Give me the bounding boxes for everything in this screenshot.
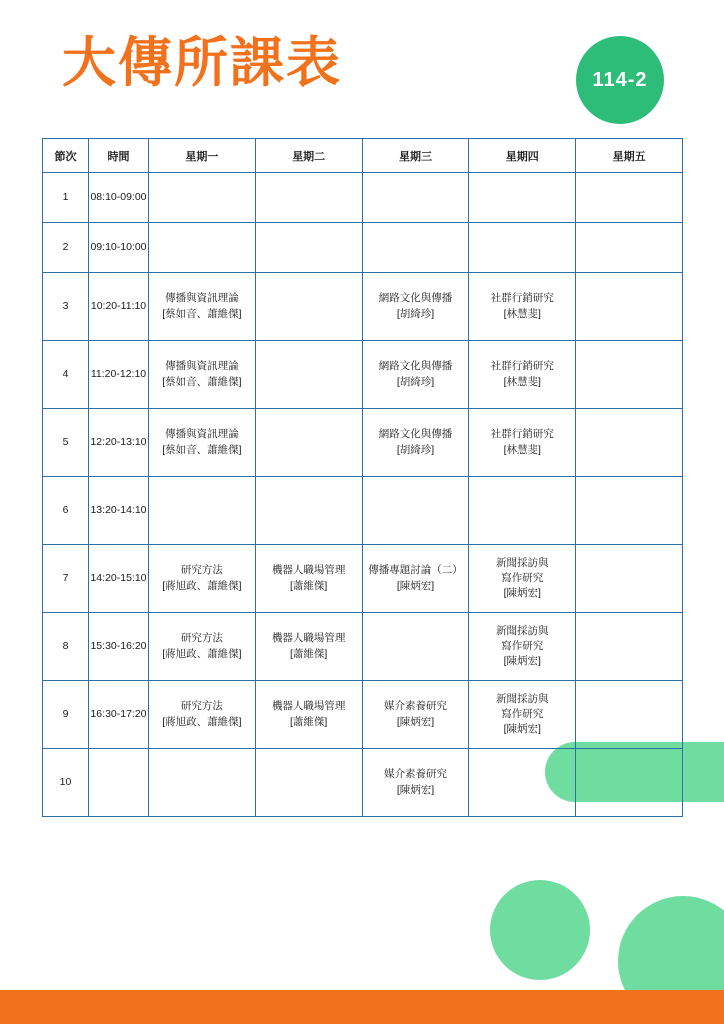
- cell-course-tuesday: [255, 477, 362, 545]
- column-header-thursday: 星期四: [469, 139, 576, 173]
- cell-course-friday: [576, 409, 683, 477]
- cell-course-thursday: [469, 223, 576, 273]
- cell-course-tuesday: [255, 173, 362, 223]
- cell-time: 12:20-13:10: [89, 409, 149, 477]
- cell-course-thursday: [469, 341, 576, 409]
- cell-period: 4: [43, 341, 89, 409]
- course-teacher: [陳炳宏]: [503, 655, 541, 668]
- course-name: 研究方法: [180, 700, 223, 713]
- course-teacher: [陳炳宏]: [503, 723, 541, 736]
- cell-course-monday: [149, 341, 256, 409]
- column-header-wednesday: 星期三: [362, 139, 469, 173]
- cell-course-monday: [149, 613, 256, 681]
- cell-course-friday: [576, 173, 683, 223]
- cell-course-friday: [576, 545, 683, 613]
- cell-course-friday: [576, 749, 683, 817]
- course-name: 傳播與資訊理論: [165, 360, 239, 373]
- cell-period: 9: [43, 681, 89, 749]
- cell-period: 5: [43, 409, 89, 477]
- cell-time: 11:20-12:10: [89, 341, 149, 409]
- cell-course-monday: [149, 681, 256, 749]
- course-name: 傳播專題討論（二）: [368, 564, 463, 577]
- cell-course-friday: [576, 477, 683, 545]
- cell-course-thursday: [469, 173, 576, 223]
- table-row: [43, 477, 683, 545]
- course-teacher: [蕭維傑]: [290, 715, 328, 728]
- schedule-table-container: [42, 138, 682, 817]
- page-header: [0, 0, 724, 130]
- cell-time: 15:30-16:20: [89, 613, 149, 681]
- schedule-table: [42, 138, 683, 817]
- cell-course-monday: [149, 409, 256, 477]
- course-name: 機器人職場管理: [271, 564, 346, 577]
- course-name: 研究方法: [180, 632, 223, 645]
- course-teacher: [林慧斐]: [503, 375, 541, 388]
- course-name: 寫作研究: [501, 639, 544, 652]
- course-name: 社群行銷研究: [490, 292, 554, 305]
- table-row: [43, 613, 683, 681]
- table-row: [43, 545, 683, 613]
- course-name: 媒介素養研究: [383, 700, 447, 713]
- cell-time: [89, 749, 149, 817]
- schedule-table-body: [43, 173, 683, 817]
- cell-course-monday: [149, 173, 256, 223]
- bottom-accent-bar: [0, 990, 724, 1024]
- cell-course-friday: [576, 613, 683, 681]
- cell-course-wednesday: [362, 273, 469, 341]
- cell-course-friday: [576, 681, 683, 749]
- cell-course-wednesday: [362, 545, 469, 613]
- course-name: 傳播與資訊理論: [165, 292, 239, 305]
- course-name: 新聞採訪與: [496, 692, 549, 705]
- cell-period: 7: [43, 545, 89, 613]
- course-name: 傳播與資訊理論: [165, 428, 239, 441]
- cell-course-monday: [149, 223, 256, 273]
- course-name: 研究方法: [180, 564, 223, 577]
- course-teacher: [林慧斐]: [503, 307, 541, 320]
- cell-course-thursday: [469, 409, 576, 477]
- cell-course-wednesday: [362, 681, 469, 749]
- cell-course-thursday: [469, 681, 576, 749]
- table-row: [43, 223, 683, 273]
- cell-time: 14:20-15:10: [89, 545, 149, 613]
- cell-course-tuesday: [255, 681, 362, 749]
- table-row: [43, 681, 683, 749]
- course-name: 寫作研究: [501, 571, 544, 584]
- cell-course-tuesday: [255, 749, 362, 817]
- cell-course-tuesday: [255, 273, 362, 341]
- course-name: 社群行銷研究: [490, 360, 554, 373]
- cell-course-tuesday: [255, 223, 362, 273]
- table-row: [43, 749, 683, 817]
- cell-course-wednesday: [362, 477, 469, 545]
- cell-course-wednesday: [362, 341, 469, 409]
- cell-course-tuesday: [255, 545, 362, 613]
- table-header-row: [43, 139, 683, 173]
- course-name: 新聞採訪與: [496, 556, 549, 569]
- cell-course-wednesday: [362, 749, 469, 817]
- course-name: 社群行銷研究: [490, 428, 554, 441]
- course-name: 網路文化與傳播: [378, 292, 453, 305]
- table-row: [43, 273, 683, 341]
- course-name: 機器人職場管理: [271, 700, 346, 713]
- column-header-friday: 星期五: [576, 139, 683, 173]
- course-teacher: [胡綺珍]: [396, 443, 435, 456]
- course-teacher: [蕭維傑]: [290, 579, 328, 592]
- table-row: [43, 173, 683, 223]
- table-row: [43, 409, 683, 477]
- column-header-time: 時間: [89, 139, 149, 173]
- cell-time: 16:30-17:20: [89, 681, 149, 749]
- cell-course-friday: [576, 273, 683, 341]
- cell-period: 8: [43, 613, 89, 681]
- course-name: 媒介素養研究: [383, 768, 447, 781]
- course-teacher: [陳炳宏]: [396, 783, 435, 796]
- cell-course-monday: [149, 749, 256, 817]
- cell-course-monday: [149, 273, 256, 341]
- column-header-period: 節次: [43, 139, 89, 173]
- cell-course-wednesday: [362, 613, 469, 681]
- cell-course-monday: [149, 545, 256, 613]
- course-name: 寫作研究: [501, 707, 544, 720]
- course-teacher: [蕭維傑]: [290, 647, 328, 660]
- cell-course-thursday: [469, 749, 576, 817]
- course-name: 網路文化與傳播: [378, 360, 453, 373]
- cell-period: 2: [43, 223, 89, 273]
- cell-course-wednesday: [362, 173, 469, 223]
- course-teacher: [蔡如音、蕭維傑]: [162, 375, 242, 388]
- course-teacher: [陳炳宏]: [396, 715, 435, 728]
- course-name: 新聞採訪與: [496, 624, 549, 637]
- course-name: 機器人職場管理: [271, 632, 346, 645]
- course-teacher: [陳炳宏]: [396, 579, 435, 592]
- cell-course-tuesday: [255, 341, 362, 409]
- course-teacher: [蔣旭政、蕭維傑]: [162, 579, 242, 592]
- cell-course-wednesday: [362, 223, 469, 273]
- cell-course-monday: [149, 477, 256, 545]
- cell-period: 6: [43, 477, 89, 545]
- course-teacher: [陳炳宏]: [503, 587, 541, 600]
- cell-course-thursday: [469, 273, 576, 341]
- cell-course-tuesday: [255, 613, 362, 681]
- cell-course-thursday: [469, 477, 576, 545]
- cell-course-thursday: [469, 613, 576, 681]
- course-teacher: [蔣旭政、蕭維傑]: [162, 715, 242, 728]
- cell-course-thursday: [469, 545, 576, 613]
- table-row: [43, 341, 683, 409]
- term-badge: 114-2: [576, 36, 664, 124]
- course-teacher: [胡綺珍]: [396, 307, 435, 320]
- cell-period: 1: [43, 173, 89, 223]
- course-teacher: [林慧斐]: [503, 443, 541, 456]
- cell-course-tuesday: [255, 409, 362, 477]
- cell-time: 13:20-14:10: [89, 477, 149, 545]
- decorative-blob-circle-small: [490, 880, 590, 980]
- cell-time: 09:10-10:00: [89, 223, 149, 273]
- course-name: 網路文化與傳播: [378, 428, 453, 441]
- course-teacher: [蔣旭政、蕭維傑]: [162, 647, 242, 660]
- column-header-monday: 星期一: [149, 139, 256, 173]
- course-teacher: [胡綺珍]: [396, 375, 435, 388]
- cell-course-friday: [576, 341, 683, 409]
- column-header-tuesday: 星期二: [255, 139, 362, 173]
- cell-course-friday: [576, 223, 683, 273]
- page-title: 大傳所課表: [62, 33, 342, 93]
- cell-time: 08:10-09:00: [89, 173, 149, 223]
- cell-course-wednesday: [362, 409, 469, 477]
- course-teacher: [蔡如音、蕭維傑]: [162, 443, 242, 456]
- cell-period: 10: [43, 749, 89, 817]
- cell-period: 3: [43, 273, 89, 341]
- course-teacher: [蔡如音、蕭維傑]: [162, 307, 242, 320]
- cell-time: 10:20-11:10: [89, 273, 149, 341]
